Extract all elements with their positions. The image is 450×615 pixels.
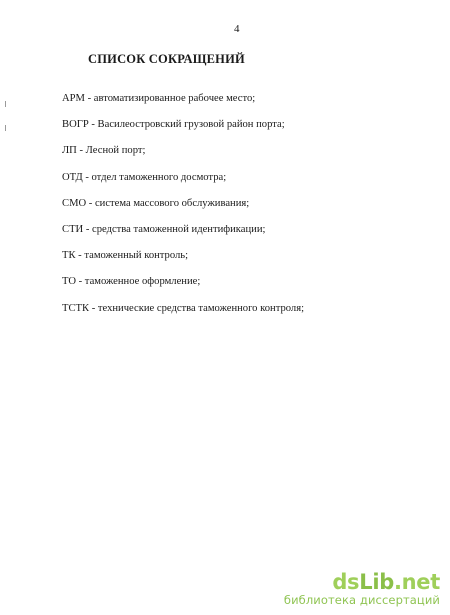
abbreviation-list — [62, 92, 304, 328]
abbreviation-item: ОТД - отдел таможенного досмотра; — [62, 171, 227, 183]
watermark-logo-suffix: .net — [393, 570, 440, 594]
watermark-logo-prefix: ds — [332, 570, 360, 594]
watermark-subtitle: библиотека диссертаций — [283, 593, 440, 607]
abbreviation-item: ВОГР - Василеостровский грузовой район порта; — [62, 119, 285, 131]
margin-mark — [5, 101, 6, 107]
abbreviation-item: СМО - система массового обслуживания; — [62, 197, 250, 209]
abbreviation-item: ЛП - Лесной порт; — [62, 145, 146, 157]
margin-mark — [5, 125, 6, 131]
page-number: 4 — [234, 23, 240, 35]
watermark-logo-middle: Lib — [359, 570, 394, 594]
watermark — [284, 571, 440, 607]
abbreviation-item: ТО - таможенное оформление; — [62, 276, 201, 288]
abbreviation-item: ТСТК - технические средства таможенного контроля; — [62, 302, 305, 314]
abbreviation-item: АРМ - автоматизированное рабочее место; — [62, 93, 256, 104]
page-title: СПИСОК СОКРАЩЕНИЙ — [88, 52, 245, 66]
watermark-logo — [284, 571, 440, 593]
abbreviation-item: СТИ - средства таможенной идентификации; — [62, 223, 266, 235]
abbreviation-item: ТК - таможенный контроль; — [62, 250, 189, 262]
